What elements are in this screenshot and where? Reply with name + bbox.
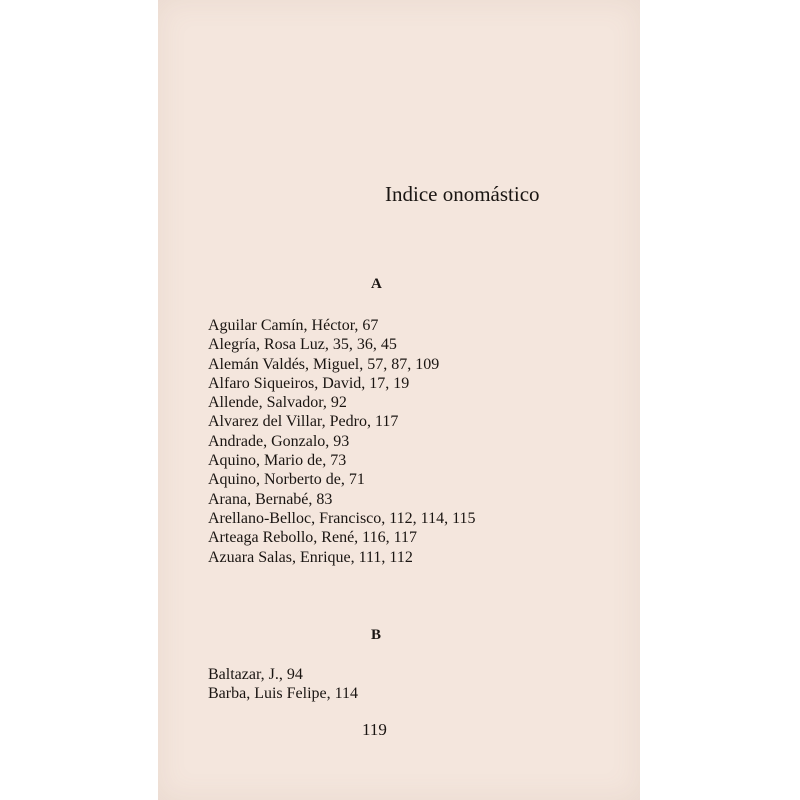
index-entry: Allende, Salvador, 92 [208,394,347,412]
index-list-b [208,665,358,704]
index-entry: Barba, Luis Felipe, 114 [208,685,359,703]
index-entry: Alemán Valdés, Miguel, 57, 87, 109 [208,355,440,373]
index-entry: Arteaga Rebollo, René, 116, 117 [208,529,417,547]
index-entry: Arana, Bernabé, 83 [208,490,333,508]
index-entry: Alvarez del Villar, Pedro, 117 [208,413,399,431]
index-list-a [208,316,476,567]
index-entry: Aguilar Camín, Héctor, 67 [208,317,379,334]
index-entry: Alfaro Siqueiros, David, 17, 19 [208,374,410,392]
page-title: Indice onomástico [385,182,540,206]
page-number: 119 [362,720,387,739]
index-entry: Aquino, Mario de, 73 [208,452,347,470]
index-entry: Arellano-Belloc, Francisco, 112, 114, 115 [208,509,476,527]
index-entry: Andrade, Gonzalo, 93 [208,432,350,450]
index-entry: Alegría, Rosa Luz, 35, 36, 45 [208,336,397,354]
book-page [158,0,640,800]
index-entry: Aquino, Norberto de, 71 [208,471,365,489]
section-letter-a: A [371,276,382,292]
index-entry: Azuara Salas, Enrique, 111, 112 [208,548,413,566]
section-letter-b: B [371,627,382,643]
index-entry: Baltazar, J., 94 [208,666,303,683]
